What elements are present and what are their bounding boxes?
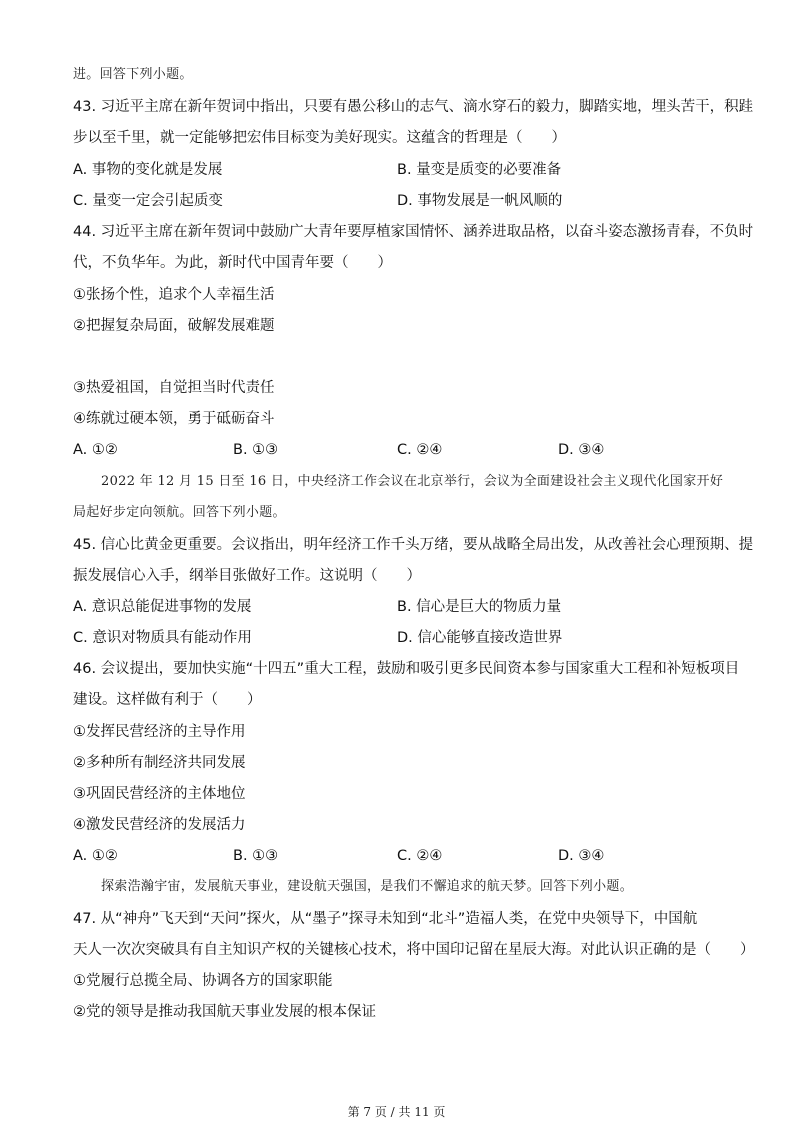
q47-item-1: ①党履行总揽全局、协调各方的国家职能 (73, 973, 333, 989)
q45-option-b: B. 信心是巨大的物质力量 (397, 599, 562, 615)
passage-tail: 进。回答下列小题。 (73, 67, 193, 82)
q45-stem-line1: 45. 信心比黄金更重要。会议指出，明年经济工作千头万绪，要从战略全局出发，从改善社会心理预期、提 (73, 537, 754, 553)
q43-option-b: B. 量变是质变的必要准备 (397, 162, 562, 178)
page-footer: 第 7 页 / 共 11 页 (347, 1105, 446, 1119)
passage2-line2: 局起好步定向领航。回答下列小题。 (73, 505, 286, 520)
q43-option-a: A. 事物的变化就是发展 (73, 162, 223, 178)
q44-stem-line1: 44. 习近平主席在新年贺词中鼓励广大青年要厚植家国情怀、涵养进取品格，以奋斗姿态激扬青春，不负时 (73, 224, 754, 240)
q43-option-c: C. 量变一定会引起质变 (73, 193, 223, 209)
q43-stem-line2: 步以至千里，就一定能够把宏伟目标变为美好现实。这蕴含的哲理是（ ） (73, 130, 566, 146)
q44-option-a: A. ①② (73, 442, 118, 458)
q46-option-b: B. ①③ (233, 848, 279, 864)
q44-option-b: B. ①③ (233, 442, 279, 458)
q46-option-d: D. ③④ (558, 848, 605, 864)
q44-item-3: ③热爱祖国，自觉担当时代责任 (73, 380, 275, 396)
q43-option-d: D. 事物发展是一帆风顺的 (397, 193, 563, 209)
q44-item-2: ②把握复杂局面，破解发展难题 (73, 318, 275, 334)
q46-stem-line2: 建设。这样做有利于（ ） (73, 692, 262, 708)
q46-item-3: ③巩固民营经济的主体地位 (73, 786, 246, 802)
q47-stem-line2: 天人一次次突破具有自主知识产权的关键核心技术，将中国印记留在星辰大海。对此认识正确的是（ ） (73, 942, 755, 958)
q46-item-1: ①发挥民营经济的主导作用 (73, 724, 246, 740)
q43-stem-line1: 43. 习近平主席在新年贺词中指出，只要有愚公移山的志气、滴水穿石的毅力，脚踏实地，埋头苦干，积跬 (73, 99, 754, 115)
q47-item-2: ②党的领导是推动我国航天事业发展的根本保证 (73, 1004, 376, 1020)
q46-item-2: ②多种所有制经济共同发展 (73, 755, 246, 771)
passage2-line1: 2022 年 12 月 15 日至 16 日，中央经济工作会议在北京举行，会议为全面建设社会主义现代化国家开好 (101, 474, 724, 489)
q45-option-c: C. 意识对物质具有能动作用 (73, 630, 252, 646)
q45-option-a: A. 意识总能促进事物的发展 (73, 599, 252, 615)
passage3: 探索浩瀚宇宙，发展航天事业，建设航天强国，是我们不懈追求的航天梦。回答下列小题。 (101, 879, 634, 894)
q44-item-4: ④练就过硬本领，勇于砥砺奋斗 (73, 411, 275, 427)
q45-option-d: D. 信心能够直接改造世界 (397, 630, 563, 646)
q44-stem-line2: 代，不负华年。为此，新时代中国青年要（ ） (73, 255, 392, 271)
q47-stem-line1: 47. 从“神舟”飞天到“天问”探火，从“墨子”探寻未知到“北斗”造福人类，在党中央领导下，中国航 (73, 911, 698, 927)
q46-option-c: C. ②④ (397, 848, 443, 864)
q44-option-c: C. ②④ (397, 442, 443, 458)
q46-item-4: ④激发民营经济的发展活力 (73, 817, 246, 833)
q46-option-a: A. ①② (73, 848, 118, 864)
q46-stem-line1: 46. 会议提出，要加快实施“十四五”重大工程，鼓励和吸引更多民间资本参与国家重大工程和补短板项目 (73, 661, 740, 677)
q45-stem-line2: 振发展信心入手，纲举目张做好工作。这说明（ ） (73, 568, 421, 584)
q44-option-d: D. ③④ (558, 442, 605, 458)
q44-item-1: ①张扬个性，追求个人幸福生活 (73, 287, 275, 303)
